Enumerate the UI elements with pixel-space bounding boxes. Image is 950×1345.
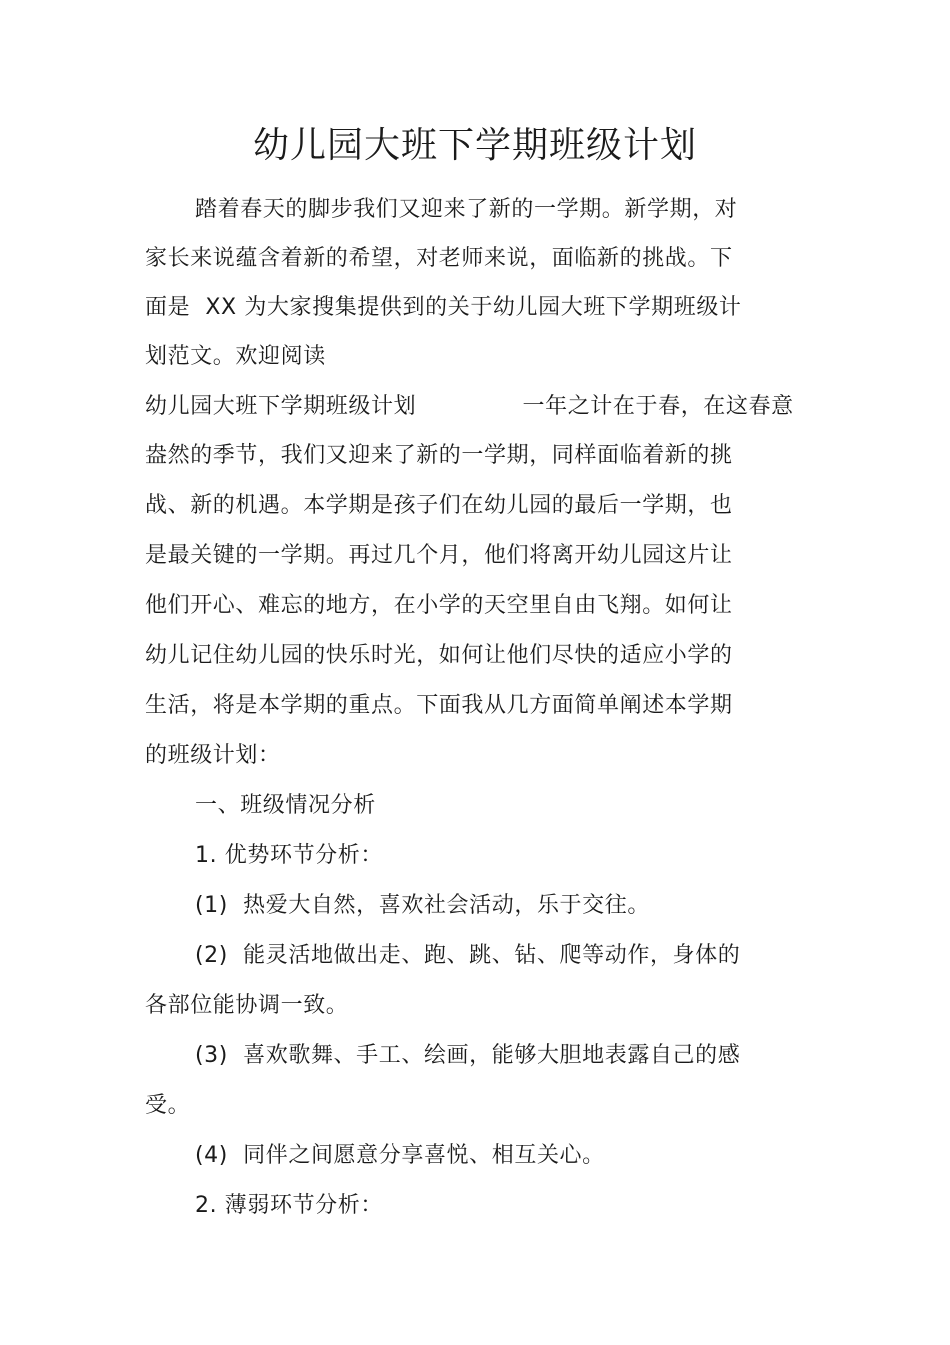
paragraph-line: 踏着春天的脚步我们又迎来了新的一学期。新学期，对 — [195, 197, 738, 222]
subsection-heading: 2. 薄弱环节分析： — [195, 1193, 383, 1218]
paragraph-line: 幼儿园大班下学期班级计划 一年之计在于春，在这春意 — [145, 394, 794, 419]
paragraph-line: 幼儿记住幼儿园的快乐时光，如何让他们尽快的适应小学的 — [145, 643, 733, 668]
paragraph-line: 面是 XX 为大家搜集提供到的关于幼儿园大班下学期班级计 — [145, 295, 742, 320]
list-item: (4) 同伴之间愿意分享喜悦、相互关心。 — [195, 1143, 605, 1168]
section-heading: 一、班级情况分析 — [195, 793, 376, 818]
list-item: (2) 能灵活地做出走、跑、跳、钻、爬等动作，身体的 — [195, 943, 741, 968]
paragraph-line: 的班级计划： — [145, 743, 281, 768]
list-item: (1) 热爱大自然，喜欢社会活动，乐于交往。 — [195, 893, 650, 918]
document-title: 幼儿园大班下学期班级计划 — [252, 125, 697, 166]
list-item-continuation: 受。 — [145, 1093, 191, 1118]
paragraph-line: 是最关键的一学期。再过几个月，他们将离开幼儿园这片让 — [145, 543, 733, 568]
paragraph-line: 划范文。欢迎阅读 — [145, 344, 326, 369]
list-item-continuation: 各部位能协调一致。 — [145, 993, 349, 1018]
list-item: (3) 喜欢歌舞、手工、绘画，能够大胆地表露自己的感 — [195, 1043, 741, 1068]
paragraph-line: 战、新的机遇。本学期是孩子们在幼儿园的最后一学期，也 — [145, 493, 733, 518]
paragraph-line: 家长来说蕴含着新的希望，对老师来说，面临新的挑战。下 — [145, 246, 733, 271]
paragraph-line: 生活，将是本学期的重点。下面我从几方面简单阐述本学期 — [145, 693, 733, 718]
subsection-heading: 1. 优势环节分析： — [195, 843, 383, 868]
paragraph-line: 盎然的季节，我们又迎来了新的一学期，同样面临着新的挑 — [145, 443, 733, 468]
paragraph-line: 他们开心、难忘的地方，在小学的天空里自由飞翔。如何让 — [145, 593, 733, 618]
